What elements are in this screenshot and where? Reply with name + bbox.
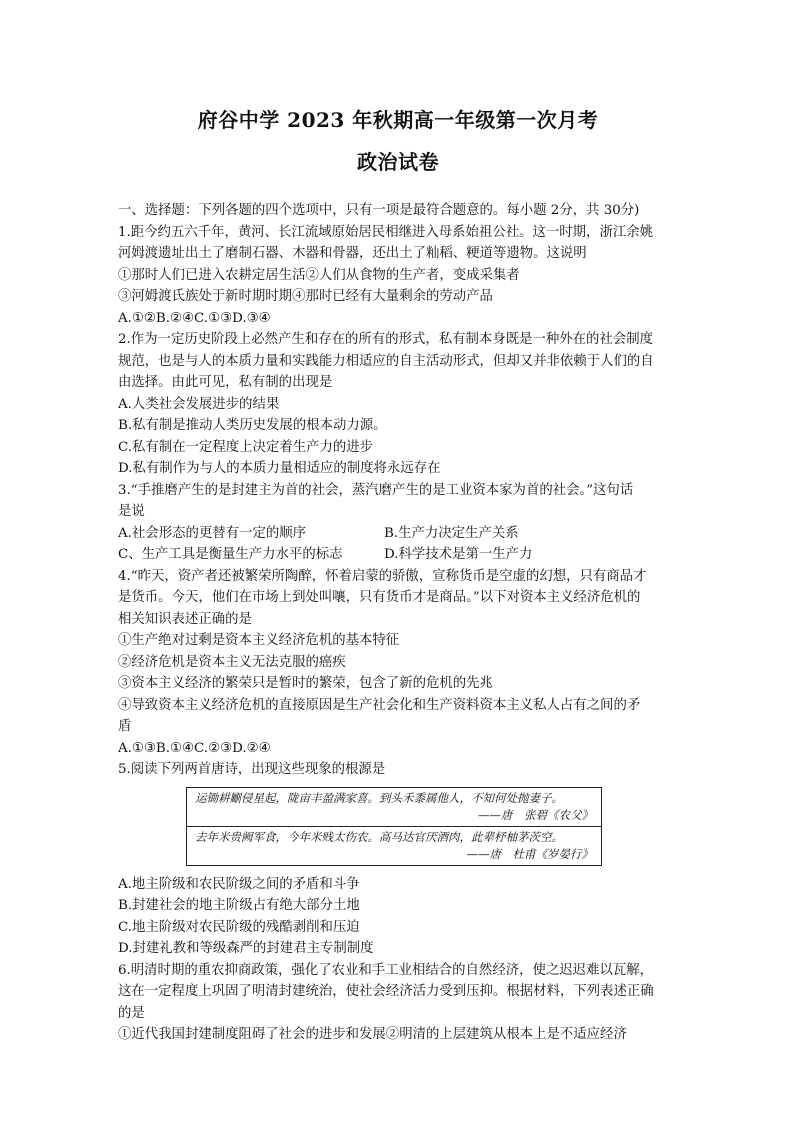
q4-stem-line: 相关知识表述正确的是 — [118, 611, 252, 627]
q2-option-d: D.私有制作为与人的本质力量相适应的制度将永远存在 — [118, 461, 441, 476]
q5-stem: 5.阅读下列两首唐诗，出现这些现象的根源是 — [118, 762, 386, 777]
poem-2-text: 去年米贵阙军食，今年米贱太伤农。高马达官厌酒肉，此辈杼柚茅茨空。 — [195, 829, 563, 844]
poem-1 — [187, 788, 601, 826]
question-list — [118, 200, 678, 1046]
q3-option-a: A.社会形态的更替有一定的顺序 — [118, 525, 307, 541]
q1-stem-line: 河姆渡遗址出土了磨制石器、木器和骨器，还出土了籼稻、粳道等遗物。这说明 — [118, 246, 587, 261]
q4-stem-line: 4.“昨天，资产者还被繁荣所陶醉，怀着启蒙的骄傲，宣称货币是空虚的幻想，只有商品才 — [118, 568, 647, 584]
q5-option-b: B.封建社会的地主阶级占有绝大部分土地 — [118, 898, 360, 913]
q4-stem-line: 是货币。今天，他们在市场上到处叫嚷，只有货币才是商品。”以下对资本主义经济危机的 — [118, 590, 641, 605]
q1-options: A.①②B.②④C.①③D.③④ — [118, 310, 271, 326]
q3-stem-line: 3.“手推磨产生的是封建主为首的社会，蒸汽磨产生的是工业资本家为首的社会。”这句话 — [118, 482, 634, 498]
q2-stem-line: 2.作为一定历史阶段上必然产生和存在的所有的形式，私有制本身既是一种外在的社会制度 — [118, 332, 654, 347]
q2-stem-line: 由选择。由此可见，私有制的出现是 — [118, 375, 333, 390]
poem-2 — [187, 826, 601, 865]
q5-option-a: A.地主阶级和农民阶级之间的矛盾和斗争 — [118, 876, 360, 892]
exam-subtitle: 政治试卷 — [357, 150, 439, 174]
q1-item-line: ①那时人们已进入农耕定居生活②人们从食物的生产者，变成采集者 — [118, 267, 520, 283]
q2-option-b: B.私有制是推动人类历史发展的根本动力源。 — [118, 418, 387, 433]
q1-item-line: ③河姆渡氏族处于新时期时期④那时已经有大量剩余的劳动产品 — [118, 289, 493, 304]
q1-stem-line: 1.距今约五六千年，黄河、长江流域原始居民相继进入母系始祖公社。这一时期，浙江余姚 — [118, 224, 654, 240]
poem-1-source: ——唐 张碧《农父》 — [478, 807, 593, 822]
q3-options-row — [118, 544, 678, 566]
q4-item-line: 盾 — [118, 719, 132, 734]
q3-option-d: D.科学技术是第一生产力 — [384, 547, 533, 562]
q6-item-line: ①近代我国封建制度阻碍了社会的进步和发展②明清的上层建筑从根本上是不适应经济 — [118, 1027, 627, 1042]
poem-1-text: 运锄耕劚侵星起，陇亩丰盈满家喜。到头禾黍属他人，不知何处抛妻子。 — [195, 790, 563, 805]
q2-option-c: C.私有制在一定程度上决定着生产力的进步 — [118, 439, 374, 455]
q4-options: A.①③B.①④C.②③D.②④ — [118, 740, 271, 756]
q4-item-line: ③资本主义经济的繁荣只是暂时的繁荣，包含了新的危机的先兆 — [118, 676, 493, 691]
q3-stem-line: 是说 — [118, 504, 145, 519]
q6-stem-line: 的是 — [118, 1005, 145, 1021]
q5-option-c: C.地主阶级对农民阶级的残酷剥削和压迫 — [118, 919, 360, 935]
q3-options-row — [118, 523, 678, 545]
poem-2-source: ——唐 杜甫《岁晏行》 — [466, 846, 593, 861]
q2-stem-line: 规范，也是与人的本质力量和实践能力相适应的自主活动形式，但却又并非依赖于人们的自 — [118, 353, 654, 369]
section-heading: 一、选择题：下列各题的四个选项中，只有一项是最符合题意的。每小题 2分，共 30分) — [118, 203, 640, 218]
q6-stem-line: 6.明清时期的重农抑商政策，强化了农业和手工业相结合的自然经济，使之迟迟难以瓦解， — [118, 962, 654, 978]
q4-item-line: ①生产绝对过剩是资本主义经济危机的基本特征 — [118, 633, 400, 648]
exam-title: 府谷中学 2023 年秋期高一年级第一次月考 — [197, 108, 599, 132]
q3-option-c: C、生产工具是衡量生产力水平的标志 — [118, 547, 343, 562]
q6-stem-line: 这在一定程度上巩固了明清封建统治，使社会经济活力受到压抑。根据材料，下列表述正确 — [118, 984, 654, 999]
q4-item-line: ④导致资本主义经济危机的直接原因是生产社会化和生产资料资本主义私人占有之间的矛 — [118, 697, 641, 713]
q4-item-line: ②经济危机是资本主义无法克服的癌疾 — [118, 654, 346, 670]
poem-box — [186, 787, 602, 866]
q3-option-b: B.生产力决定生产关系 — [384, 525, 519, 541]
q5-option-d: D.封建礼教和等级森严的封建君主专制制度 — [118, 941, 374, 956]
q2-option-a: A.人类社会发展进步的结果 — [118, 396, 280, 412]
